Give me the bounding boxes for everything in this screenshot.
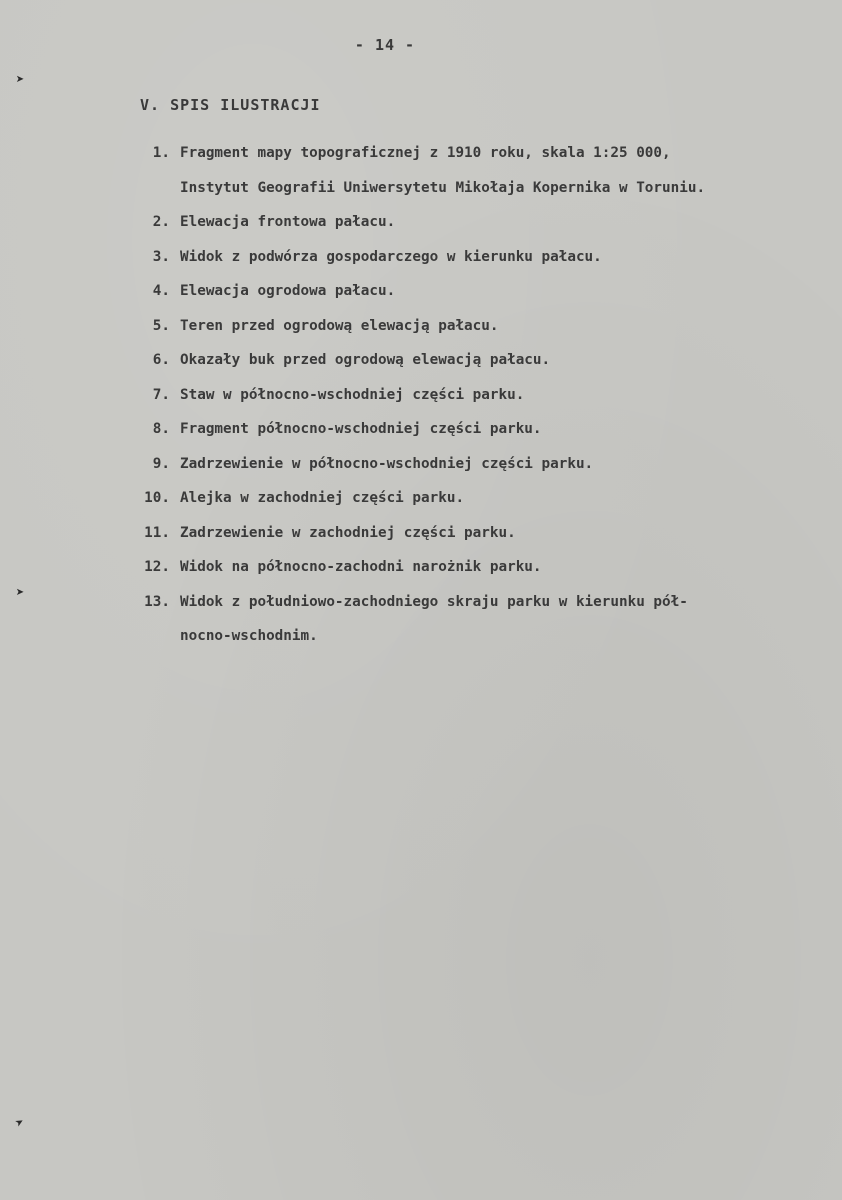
margin-mark-icon: ➤ [16,72,25,88]
list-item-text: Elewacja ogrodowa pałacu. [180,283,396,299]
list-item-number: 11. [144,524,170,541]
list-item [0,136,842,171]
list-item-number: 2. [152,214,170,230]
list-item-number: 3. [152,248,170,265]
list-item-text: Elewacja frontowa pałacu. [180,214,396,230]
list-item-number: 13. [144,593,170,610]
list-item [0,447,842,482]
section-heading: V. SPIS ILUSTRACJI [140,96,321,114]
list-item-number: 4. [152,283,170,299]
margin-mark-icon: ➤ [12,1113,28,1133]
list-item-number: 9. [152,455,170,472]
list-item-number: 12. [144,559,170,575]
list-item-text: nocno-wschodnim. [180,628,318,644]
list-item [0,274,842,309]
list-item-continuation [0,171,842,206]
list-item [0,343,842,378]
list-item-continuation [0,619,842,654]
list-item-text: Widok z podwórza gospodarczego w kierunku pałacu. [180,248,602,265]
list-item-number: 6. [152,352,170,368]
list-item [0,205,842,240]
list-item-text: Widok na północno-zachodni narożnik parku. [180,559,542,575]
list-item-text: Instytut Geografii Uniwersytetu Mikołaja Kopernika w Toruniu. [180,179,706,196]
margin-mark-icon: ➤ [16,585,25,601]
list-item-number: 8. [152,421,170,437]
list-item [0,481,842,516]
list-item-text: Widok z południowo-zachodniego skraju parku w kierunku pół- [180,593,688,610]
list-item [0,240,842,275]
list-item-text: Fragment północno-wschodniej części parku. [180,421,542,437]
list-item [0,412,842,447]
list-item-text: Zadrzewienie w północno-wschodniej części parku. [180,455,594,472]
list-item-number: 5. [152,317,170,334]
list-item-text: Zadrzewienie w zachodniej części parku. [180,524,516,541]
list-item-text: Okazały buk przed ogrodową elewacją pałacu. [180,352,551,368]
list-item-number: 1. [152,145,170,161]
list-item-text: Alejka w zachodniej części parku. [180,490,465,506]
list-item [0,309,842,344]
list-item [0,378,842,413]
list-item-text: Teren przed ogrodową elewacją pałacu. [180,317,499,334]
list-item-number: 10. [144,490,170,506]
list-item [0,550,842,585]
list-item-text: Fragment mapy topograficznej z 1910 roku, skala 1:25 000, [180,145,671,161]
list-item [0,516,842,551]
illustration-list [0,136,842,654]
list-item-text: Staw w północno-wschodniej części parku. [180,386,525,403]
list-item-number: 7. [152,386,170,403]
list-item [0,585,842,620]
page-number: - 14 - [354,36,416,54]
